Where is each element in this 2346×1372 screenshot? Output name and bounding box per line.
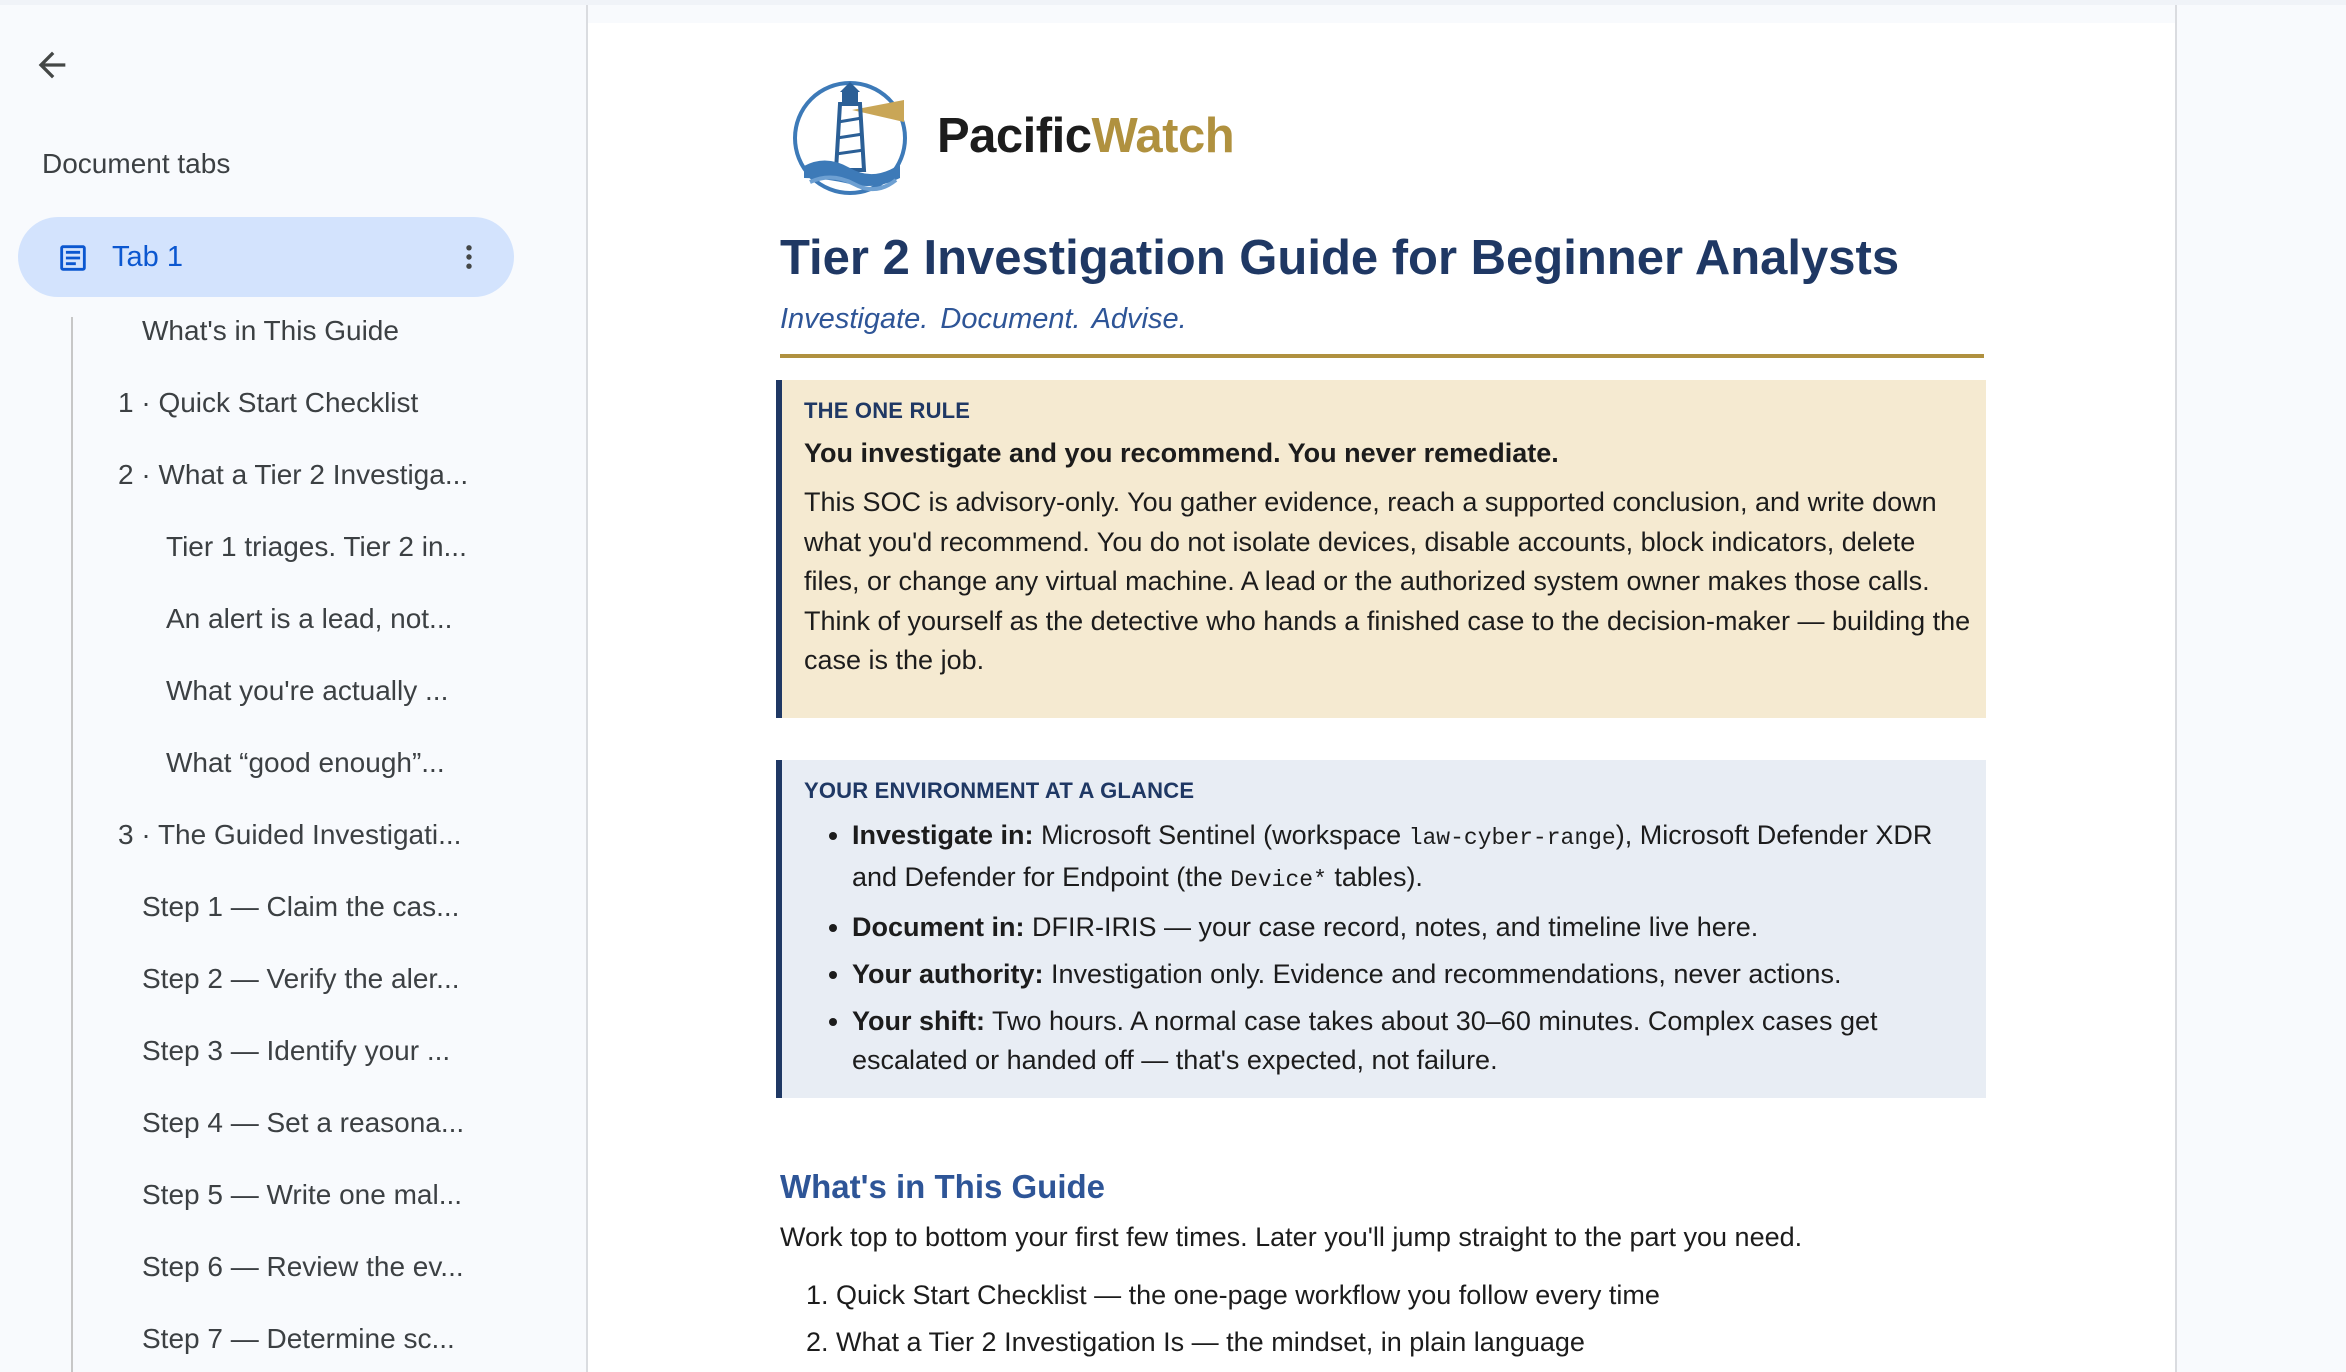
brand-part-2: Watch — [1091, 109, 1235, 163]
back-button[interactable] — [24, 37, 80, 93]
list-item — [852, 816, 1964, 900]
more-vert-icon — [452, 240, 486, 274]
section-intro: Work top to bottom your first few times. Later you'll jump straight to the part you need. — [780, 1222, 1803, 1252]
document-title: Tier 2 Investigation Guide for Beginner Analysts — [780, 231, 1900, 285]
document-icon — [56, 241, 90, 275]
environment-list — [804, 816, 1964, 1080]
lighthouse-logo-icon — [792, 74, 912, 198]
list-item — [852, 1002, 1964, 1080]
list-item: 1. Quick Start Checklist — the one-page workflow you follow every time — [836, 1272, 2136, 1319]
tab-1-label: Tab 1 — [112, 241, 183, 273]
callout-lead: You investigate and you recommend. You never remediate. — [804, 438, 1559, 468]
outline-item[interactable]: Step 1 — Claim the cas... — [142, 891, 460, 922]
right-gutter — [2177, 5, 2346, 1372]
page-edge-left — [586, 5, 588, 1372]
item-text: Two hours. A normal case takes about 30–60 minutes. Complex cases get escalated or handed off — that's expected, not failure. — [852, 1006, 1878, 1075]
outline-item[interactable]: 1 · Quick Start Checklist — [118, 387, 419, 418]
item-label: Investigate in: — [852, 820, 1034, 850]
callout-kicker: THE ONE RULE — [804, 398, 971, 423]
callout-body: This SOC is advisory-only. You gather evidence, reach a supported conclusion, and write down what you'd recommend. You do not isolate devices, disable accounts, block indicators, delete files, or change any virtual machine. A lead or the authorized system owner makes those calls. Think of yourself as the detective who hands a finished case to the decision-maker — building the case is the job. — [804, 487, 1971, 675]
one-rule-callout — [776, 380, 1986, 718]
list-item — [852, 908, 1964, 947]
outline-item[interactable]: An alert is a lead, not... — [166, 603, 453, 634]
outline-item[interactable]: Step 7 — Determine sc... — [142, 1323, 455, 1354]
outline-item[interactable]: Tier 1 triages. Tier 2 in... — [166, 531, 467, 562]
outline-item[interactable]: What you're actually ... — [166, 675, 449, 706]
outline-item[interactable]: 2 · What a Tier 2 Investiga... — [118, 459, 469, 490]
item-label: Your authority: — [852, 959, 1044, 989]
outline-item[interactable]: Step 5 — Write one mal... — [142, 1179, 463, 1210]
inline-code: Device* — [1230, 867, 1327, 893]
outline-item[interactable]: Step 3 — Identify your ... — [142, 1035, 451, 1066]
section-heading: What's in This Guide — [780, 1168, 1106, 1205]
outline-item[interactable]: Step 2 — Verify the aler... — [142, 963, 460, 994]
guide-contents-list — [780, 1272, 2136, 1366]
brand-wordmark — [937, 108, 1234, 164]
outline-item[interactable]: Step 4 — Set a reasona... — [142, 1107, 465, 1138]
arrow-left-icon — [32, 45, 72, 85]
outline-item[interactable]: What's in This Guide — [142, 315, 399, 346]
page-top-margin — [588, 5, 2175, 23]
tab-1[interactable] — [18, 217, 514, 297]
document-tabs-heading: Document tabs — [42, 148, 231, 179]
tab-options-button[interactable] — [446, 234, 492, 280]
callout-kicker: YOUR ENVIRONMENT AT A GLANCE — [804, 778, 1195, 803]
item-text: DFIR-IRIS — your case record, notes, and timeline live here. — [1024, 912, 1759, 942]
item-text: Investigation only. Evidence and recommendations, never actions. — [1043, 959, 1842, 989]
item-text: tables). — [1326, 862, 1423, 892]
document-subtitle: Investigate. Document. Advise. — [780, 303, 1187, 335]
item-label: Document in: — [852, 912, 1025, 942]
item-text: ), Microsoft Defender XDR and Defender for Endpoint (the — [852, 820, 1933, 892]
list-item: 2. What a Tier 2 Investigation Is — the mindset, in plain language — [836, 1319, 2136, 1366]
item-label: Your shift: — [852, 1006, 985, 1036]
outline-item[interactable]: Step 6 — Review the ev... — [142, 1251, 464, 1282]
document-tabs-sidebar — [0, 5, 586, 1372]
brand-part-1: Pacific — [937, 109, 1092, 163]
environment-callout — [776, 760, 1986, 1098]
outline-item[interactable]: What “good enough”... — [166, 747, 445, 778]
item-text: Microsoft Sentinel (workspace — [1033, 820, 1409, 850]
list-item — [852, 955, 1964, 994]
inline-code: law-cyber-range — [1408, 825, 1616, 851]
outline-rail — [71, 317, 73, 1372]
title-divider — [780, 354, 1984, 358]
outline-item[interactable]: 3 · The Guided Investigati... — [118, 819, 462, 850]
